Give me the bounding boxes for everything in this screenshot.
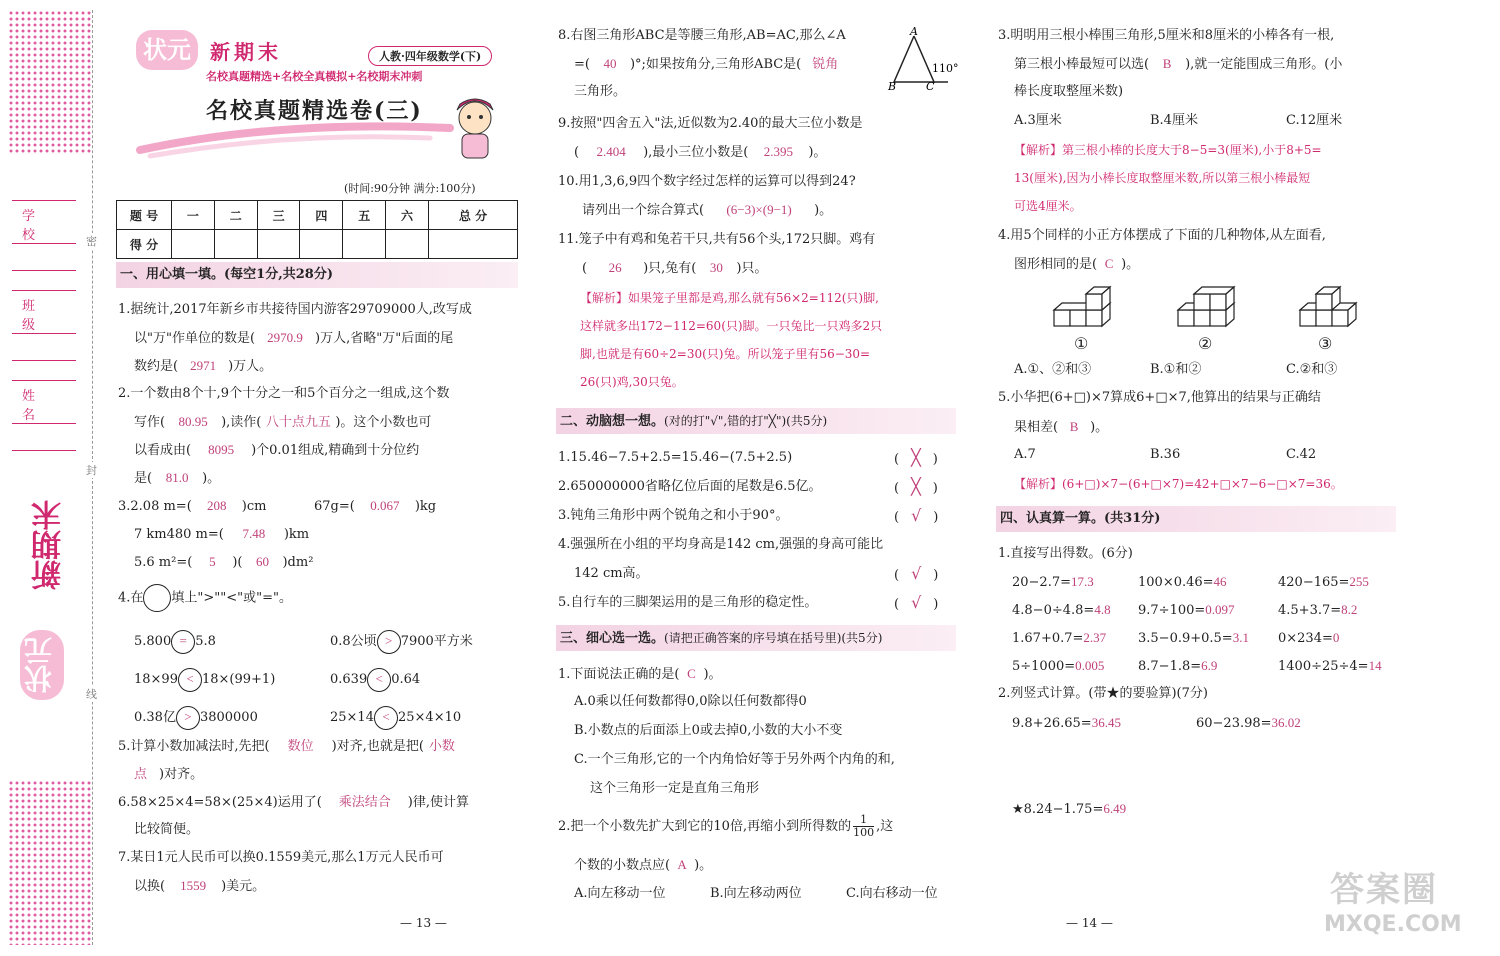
school-field[interactable] [12, 200, 76, 271]
judge-5-bracket: ( √ ) [894, 593, 939, 612]
q5-line2: 点 )对齐。 [134, 766, 204, 782]
calc2-title: 2.列竖式计算。(带★的要验算)(7分) [998, 686, 1208, 701]
watermark-logo: 答案圈 [1330, 870, 1438, 910]
c5-line2: 果相差( B )。 [1014, 413, 1108, 442]
c3-option-c: C.12厘米 [1286, 113, 1343, 128]
judge-4-mark: √ [911, 564, 922, 583]
q1-answer-1: 2970.9 [267, 330, 303, 345]
name-label: 姓 名 [22, 389, 54, 423]
class-field[interactable] [12, 290, 76, 361]
vertical-logo: 状元 [20, 630, 64, 700]
c5-answer: B [1069, 419, 1079, 434]
q4-row3-left: 0.38亿 > 3800000 [134, 704, 258, 732]
q1-line1: 1.据统计,2017年新乡市共接待国内游客29709000人,改写成 [118, 302, 472, 317]
c1-option-b: B.小数点的后面添上0或去掉0,小数的大小不变 [574, 723, 843, 738]
score-cell[interactable] [386, 230, 429, 259]
c1-answer: C [687, 666, 696, 681]
c2-answer: A [677, 857, 687, 872]
section-3-heading: 三、细心选一选。(请把正确答案的序号填在括号里)(共5分) [556, 625, 956, 651]
q4-ans-2: > [377, 630, 401, 654]
c2-line1: 2.把一个小数先扩大到它的10倍,再缩小到所得数的 $\frac{1}{100}$ ,这 [558, 813, 894, 839]
q1-answer-2: 2971 [190, 358, 217, 373]
score-col-3: 三 [257, 201, 300, 230]
section-2-heading: 二、动脑想一想。(对的打"√",错的打"╳")(共5分) [556, 408, 956, 434]
calc1-item: 1400÷25÷4=14 [1278, 658, 1382, 674]
cube-label-1: ① [1074, 334, 1089, 353]
q9-line1: 9.按照"四舍五入"法,近似数为2.40的最大三位小数是 [558, 116, 863, 131]
score-cell[interactable] [300, 230, 343, 259]
score-cell[interactable] [214, 230, 257, 259]
judge-1: 1.15.46−7.5+2.5=15.46−(7.5+2.5) [558, 450, 793, 465]
decor-dots-top [8, 10, 92, 155]
c3-line2: 第三根小棒最短可以选( B ),就一定能围成三角形。(小 [1014, 50, 1342, 79]
q4-row1-left: 5.800 = 5.8 [134, 628, 216, 656]
calc1-title: 1.直接写出得数。(6分) [998, 546, 1133, 561]
q5-answer-2: 小数 [428, 738, 455, 753]
q11-answer-2: 30 [709, 260, 723, 275]
score-header-row [117, 201, 518, 230]
c3-line3: 棒长度取整厘米数) [1014, 84, 1124, 99]
triangle-exterior-angle: 110° [932, 62, 959, 75]
header-swoosh [130, 110, 460, 160]
c5-option-c: C.42 [1286, 447, 1317, 462]
blank-circle-icon [143, 584, 171, 612]
q8-answer-2: 锐角 [812, 56, 839, 71]
q9-answer-2: 2.395 [763, 144, 793, 159]
q10-line1: 10.用1,3,6,9四个数字经过怎样的运算可以得到24? [558, 174, 856, 189]
calc1-item: 5÷1000=0.005 [1012, 658, 1105, 674]
q7-line2: 以换( 1559 )美元。 [134, 872, 265, 901]
cube-figure-1 [1050, 282, 1120, 332]
q3-line1: 3.2.08 m=( 208 )cm [118, 492, 266, 521]
q8-line2: =( 40 )°;如果按角分,三角形ABC是( 锐角 [574, 50, 849, 79]
q4-row2-left: 18×99 < 18×(99+1) [134, 666, 275, 694]
c3-explanation-2: 13(厘米),因为小棒长度取整厘米数,所以第三根小棒最短 [1014, 171, 1311, 185]
q5-line1: 5.计算小数加减法时,先把( 数位 )对齐,也就是把( 小数 [118, 732, 460, 761]
score-col-5: 五 [343, 201, 386, 230]
q3-line2: 7 km480 m=( 7.48 )km [134, 520, 309, 549]
c1-line: 1.下面说法正确的是( C )。 [558, 660, 722, 689]
seal-2: 封 [86, 464, 97, 477]
score-value-row [117, 230, 518, 259]
score-cell[interactable] [257, 230, 300, 259]
q2-answer-1: 80.95 [178, 414, 208, 429]
q3-line1b: 67g=( 0.067 )kg [314, 492, 436, 521]
c5-option-b: B.36 [1150, 447, 1181, 462]
c1-option-c-cont: 这个三角形一定是直角三角形 [590, 781, 760, 796]
judge-3-bracket: ( √ ) [894, 506, 939, 525]
c4-option-c: C.②和③ [1286, 362, 1338, 377]
q8-line3: 三角形。 [574, 84, 627, 99]
seal-1: 密 [86, 235, 97, 248]
q11-explanation-2: 这样就多出172−112=60(只)脚。一只兔比一只鸡多2只 [580, 319, 883, 333]
calc1-item: 4.5+3.7=8.2 [1278, 602, 1358, 618]
fraction-denominator: 100 [853, 826, 875, 839]
c3-option-b: B.4厘米 [1150, 113, 1198, 128]
score-table [116, 200, 518, 259]
judge-3: 3.钝角三角形中两个锐角之和小于90°。 [558, 508, 789, 523]
judge-3-mark: √ [911, 506, 922, 525]
c4-line2: 图形相同的是( C )。 [1014, 250, 1139, 279]
q8-line1: 8.右图三角形ABC是等腰三角形,AB=AC,那么∠A [558, 28, 846, 43]
mascot-icon [440, 92, 510, 164]
c2-option-c: C.向右移动一位 [846, 886, 938, 901]
cube-label-3: ③ [1318, 334, 1333, 353]
q11-explanation-3: 脚,也就是有60÷2=30(只)兔。所以笼子里有56−30= [580, 347, 871, 361]
q6-line1: 6.58×25×4=58×(25×4)运用了( 乘法结合 )律,使计算 [118, 788, 469, 817]
paper-title: 名校真题精选卷(三) [206, 98, 423, 124]
cube-figure-3 [1296, 282, 1366, 332]
calc1-item: 20−2.7=17.3 [1012, 574, 1094, 590]
q7-answer: 1559 [180, 878, 207, 893]
calc2-item-3: ★8.24−1.75=6.49 [1012, 801, 1127, 817]
calc1-item: 0×234=0 [1278, 630, 1340, 646]
q3-answer-1: 208 [207, 498, 227, 513]
score-col-1: 一 [172, 201, 215, 230]
decor-dots-bottom [8, 780, 92, 945]
c1-option-a: A.0乘以任何数都得0,0除以任何数都得0 [574, 694, 807, 709]
q2-line3: 以看成由( 8095 )个0.01组成,精确到十分位约 [134, 436, 419, 465]
q2-answer-4: 81.0 [165, 470, 189, 485]
c5-explanation: 【解析】(6+□)×7−(6+□×7)=42+□×7−6−□×7=36。 [1014, 477, 1343, 491]
q8-answer-1: 40 [603, 56, 617, 71]
c3-explanation-3: 可选4厘米。 [1014, 199, 1082, 213]
q4-prompt: 4.在 填上">""<"或"="。 [118, 584, 292, 613]
score-row-label: 得 分 [117, 230, 172, 259]
score-cell[interactable] [343, 230, 386, 259]
c1-option-c: C.一个三角形,它的一个内角恰好等于另外两个内角的和, [574, 752, 895, 767]
judge-2: 2.650000000省略亿位后面的尾数是6.5亿。 [558, 479, 822, 494]
q1-line3: 数约是( 2971 )万人。 [134, 352, 272, 381]
section-1-heading: 一、用心填一填。(每空1分,共28分) [116, 262, 518, 288]
c3-option-a: A.3厘米 [1014, 113, 1062, 128]
c4-answer: C [1104, 256, 1114, 271]
q4-ans-4: < [367, 668, 391, 692]
q4-ans-3: < [178, 668, 202, 692]
page-number-left: — 13 — [400, 916, 447, 930]
class-label: 班 级 [22, 299, 54, 333]
q10-answer: (6−3)×(9−1) [726, 202, 792, 217]
q11-answer-1: 26 [608, 260, 622, 275]
q2-line4: 是( 81.0 )。 [134, 464, 220, 493]
calc2-item-1: 9.8+26.65=36.45 [1012, 715, 1121, 731]
q6-line2: 比较简便。 [134, 822, 200, 837]
c5-line1: 5.小华把(6+□)×7算成6+□×7,他算出的结果与正确结 [998, 390, 1321, 405]
q3-answer-4: 5 [209, 554, 216, 569]
q9-answer-1: 2.404 [596, 144, 626, 159]
calc1-item: 420−165=255 [1278, 574, 1369, 590]
q2-answer-3: 8095 [208, 442, 235, 457]
time-info: (时间:90分钟 满分:100分) [344, 182, 476, 195]
c2-option-a: A.向左移动一位 [574, 886, 666, 901]
q3-answer-5: 60 [255, 554, 269, 569]
q2-line2: 写作( 80.95 ),读作( 八十点九五 )。这个小数也可 [134, 408, 431, 437]
calc1-item: 4.8−0÷4.8=4.8 [1012, 602, 1111, 618]
q4-row1-right: 0.8公顷 > 7900平方米 [330, 628, 473, 656]
q4-ans-1: = [171, 630, 195, 654]
triangle-vertex-c: C [926, 80, 935, 92]
judge-4-cont: 142 cm高。 [574, 566, 649, 581]
c2-line2: 个数的小数点应( A )。 [574, 851, 712, 880]
c4-option-a: A.①、②和③ [1014, 362, 1092, 377]
q1-line2: 以"万"作单位的数是( 2970.9 )万人,省略"万"后面的尾 [134, 324, 453, 353]
c3-answer: B [1162, 56, 1172, 71]
vertical-brand: 新期末 [32, 500, 67, 590]
q2-line1: 2.一个数由8个十,9个十分之一和5个百分之一组成,这个数 [118, 386, 450, 401]
q11-line2: ( 26 )只,兔有( 30 )只。 [582, 254, 767, 283]
calc1-item: 8.7−1.8=6.9 [1138, 658, 1218, 674]
q4-row2-right: 0.639 < 0.64 [330, 666, 420, 694]
page-number-right: — 14 — [1066, 916, 1113, 930]
edition-badge: 人教·四年级数学(下) [368, 46, 492, 66]
judge-1-mark: ╳ [911, 448, 921, 467]
series-name: 新期末 [210, 40, 282, 64]
brand-logo: 状元 [136, 30, 198, 70]
watermark-url: MXQE.COM [1324, 912, 1462, 937]
q9-line2: ( 2.404 ),最小三位小数是( 2.395 )。 [574, 138, 826, 167]
q6-answer: 乘法结合 [338, 794, 391, 809]
calc1-item: 100×0.46=46 [1138, 574, 1227, 590]
fraction-numerator: 1 [853, 814, 874, 827]
judge-1-bracket: ( ╳ ) [894, 448, 938, 467]
triangle-vertex-b: B [888, 80, 897, 92]
judge-4: 4.强强所在小组的平均身高是142 cm,强强的身高可能比 [558, 537, 884, 552]
c5-option-a: A.7 [1014, 447, 1036, 462]
score-col-total: 总 分 [428, 201, 517, 230]
score-cell[interactable] [428, 230, 517, 259]
judge-5-mark: √ [911, 593, 922, 612]
calc1-item: 3.5−0.9+0.5=3.1 [1138, 630, 1249, 646]
section-4-heading: 四、认真算一算。(共31分) [996, 506, 1396, 532]
judge-4-bracket: ( √ ) [894, 564, 939, 583]
c3-explanation-1: 【解析】第三根小棒的长度大于8−5=3(厘米),小于8+5= [1014, 143, 1322, 157]
score-col-4: 四 [300, 201, 343, 230]
name-field[interactable] [12, 380, 76, 451]
q4-ans-5: > [176, 706, 200, 730]
score-cell[interactable] [172, 230, 215, 259]
q5-answer-1: 数位 [287, 738, 314, 753]
q11-line1: 11.笼子中有鸡和兔若干只,共有56个头,172只脚。鸡有 [558, 232, 876, 247]
q11-explanation-4: 26(只)鸡,30只兔。 [580, 375, 684, 389]
triangle-figure [884, 26, 964, 92]
q2-answer-2: 八十点九五 [265, 414, 331, 429]
school-label: 学 校 [22, 209, 54, 243]
judge-2-mark: ╳ [911, 477, 921, 496]
c3-line1: 3.明明用三根小棒围三角形,5厘米和8厘米的小棒各有一根, [998, 28, 1335, 43]
cube-label-2: ② [1198, 334, 1213, 353]
cube-figure-2 [1174, 282, 1244, 332]
calc1-item: 9.7÷100=0.097 [1138, 602, 1235, 618]
calc1-item: 1.67+0.7=2.37 [1012, 630, 1107, 646]
score-col-label: 题 号 [117, 201, 172, 230]
calc2-item-2: 60−23.98=36.02 [1196, 715, 1301, 731]
tagline: 名校真题精选+名校全真模拟+名校期末冲刺 [206, 70, 423, 83]
judge-5: 5.自行车的三脚架运用的是三角形的稳定性。 [558, 595, 818, 610]
score-col-2: 二 [214, 201, 257, 230]
q3-answer-3: 7.48 [242, 526, 266, 541]
q10-line2: 请列出一个综合算式( (6−3)×(9−1) )。 [582, 196, 832, 225]
c4-option-b: B.①和② [1150, 362, 1202, 377]
q4-ans-6: < [374, 706, 398, 730]
triangle-vertex-a: A [910, 26, 918, 38]
c2-option-b: B.向左移动两位 [710, 886, 802, 901]
seal-3: 线 [86, 688, 97, 701]
q11-explanation-1: 【解析】如果笼子里都是鸡,那么就有56×2=112(只)脚, [580, 291, 879, 305]
q3-answer-2: 0.067 [370, 498, 400, 513]
score-col-6: 六 [386, 201, 429, 230]
q4-row3-right: 25×14 < 25×4×10 [330, 704, 461, 732]
judge-2-bracket: ( ╳ ) [894, 477, 938, 496]
q3-line3: 5.6 m²=( 5 )( 60 )dm² [134, 548, 313, 577]
c4-line1: 4.用5个同样的小正方体摆成了下面的几种物体,从左面看, [998, 228, 1326, 243]
q7-line1: 7.某日1元人民币可以换0.1559美元,那么1万元人民币可 [118, 850, 444, 865]
